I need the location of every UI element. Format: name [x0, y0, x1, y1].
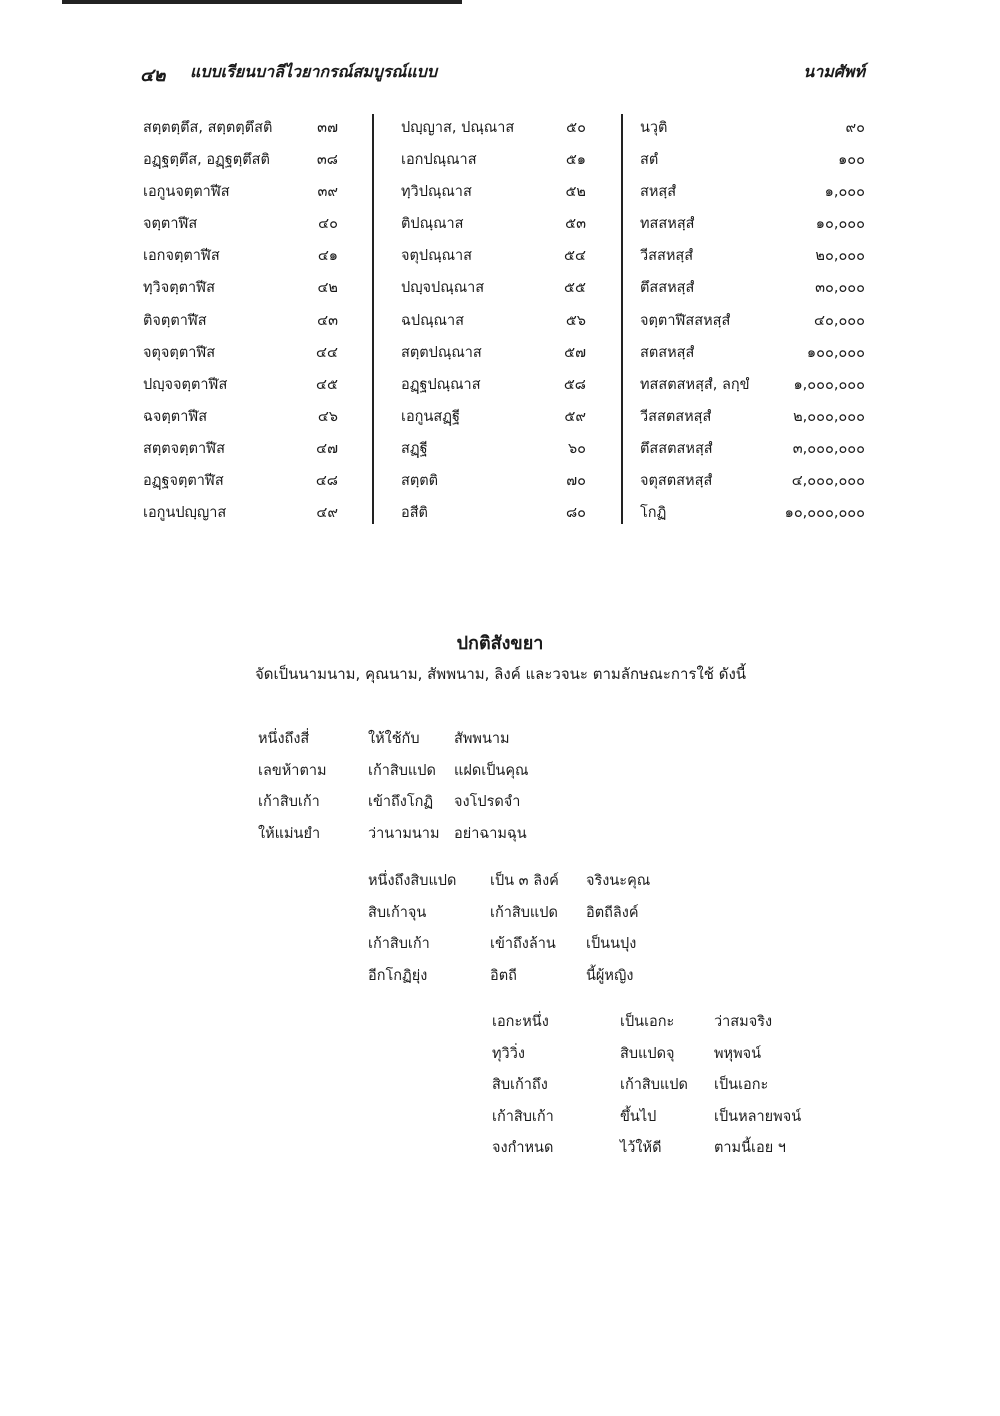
- verse-phrase: พหุพจน์: [714, 1045, 762, 1062]
- verse-phrase: หนึ่งถึงสี่: [258, 731, 310, 747]
- numeral-word: โกฏิ: [640, 505, 667, 522]
- numeral-row: [640, 112, 865, 144]
- verse-phrase: เก้าสิบแปด: [368, 762, 436, 779]
- numeral-value: ๕๕: [564, 280, 586, 297]
- numeral-value: ๔๐: [318, 216, 338, 233]
- numeral-word: ติปณฺณาส: [401, 216, 464, 233]
- numeral-value: ๔๕: [316, 376, 338, 393]
- page-number: ๔๒: [140, 65, 166, 86]
- numeral-word: เอกูนปญฺญาส: [143, 505, 227, 522]
- verse-phrase: อิตถีลิงค์: [586, 904, 639, 921]
- numeral-word: สตํ: [640, 152, 659, 169]
- numeral-word: ตึสสตสหสฺสํ: [640, 440, 713, 457]
- numeral-value: ๔๙: [316, 505, 338, 522]
- running-header: [140, 60, 865, 90]
- numeral-row: [143, 369, 338, 401]
- numeral-row: [640, 401, 865, 433]
- verse-phrase: สิบแปดจุ: [620, 1045, 675, 1062]
- section-title: ปกติสังขยา: [456, 633, 544, 654]
- numeral-value: ๒๐,๐๐๐: [815, 248, 865, 265]
- numeral-word: วีสสตสหสฺสํ: [640, 408, 712, 425]
- numeral-value: ๕๖: [565, 312, 586, 329]
- numeral-word: วีสสหสฺสํ: [640, 248, 694, 265]
- numeral-value: ๕๙: [564, 408, 586, 425]
- numeral-row: [401, 240, 586, 272]
- numeral-word: อฏฺฐปณฺณาส: [401, 376, 481, 393]
- numeral-row: [143, 497, 338, 529]
- numeral-word: สตฺตติ: [401, 473, 439, 490]
- verse-phrase: จริงนะคุณ: [586, 873, 651, 889]
- numeral-word: เอกจตฺตาฬีส: [143, 248, 220, 265]
- numeral-word: สฏฺฐี: [401, 440, 428, 457]
- numeral-row: [401, 176, 586, 208]
- numeral-value: ๗๐: [566, 473, 586, 490]
- numeral-value: ๔๑: [317, 248, 338, 265]
- verse-phrase: เก้าสิบแปด: [620, 1077, 688, 1093]
- verse-phrase: เป็นนปุง: [586, 936, 637, 952]
- numeral-row: [143, 176, 338, 208]
- verse-phrase: เป็น ๓ ลิงค์: [490, 873, 559, 889]
- numeral-word: เอกูนจตฺตาฬีส: [143, 184, 230, 201]
- numeral-value: ๔,๐๐๐,๐๐๐: [791, 473, 865, 490]
- numeral-row: [401, 144, 586, 176]
- numeral-word: จตฺตาฬีส: [143, 216, 198, 233]
- scan-edge-mark: [62, 0, 462, 4]
- verse-phrase: เลขห้าตาม: [258, 762, 327, 779]
- verse-phrase: อีกโกฏิยุ่ง: [368, 967, 428, 984]
- verse-phrase: สิบเก้าถึง: [492, 1077, 548, 1093]
- numeral-word: นวุติ: [640, 120, 668, 136]
- numeral-value: ๕๗: [564, 344, 586, 361]
- numeral-row: [143, 240, 338, 272]
- numeral-value: ๕๑: [565, 152, 586, 169]
- verse-phrase: อิตถี: [490, 967, 517, 984]
- numeral-value: ๕๒: [565, 184, 586, 201]
- verse-phrase: จงโปรดจำ: [454, 794, 521, 810]
- verse-phrase: ให้ใช้กับ: [368, 731, 420, 747]
- numeral-value: ๓๘: [316, 152, 338, 169]
- numeral-row: [401, 465, 586, 497]
- verse-phrase: เป็นเอกะ: [620, 1014, 675, 1030]
- numeral-word: ทฺวิปณฺณาส: [401, 184, 472, 201]
- numeral-value: ๑,๐๐๐: [824, 184, 865, 201]
- numeral-word: อฏฺฐตฺตึส, อฏฺฐตฺตึสติ: [143, 152, 270, 169]
- verse-phrase: หนึ่งถึงสิบแปด: [368, 873, 457, 889]
- numeral-row: [401, 305, 586, 337]
- numeral-value: ๔๘: [315, 473, 338, 490]
- numeral-row: [143, 401, 338, 433]
- numeral-column-2: [401, 112, 586, 529]
- numeral-word: สตฺตปณฺณาส: [401, 344, 482, 361]
- numeral-row: [640, 433, 865, 465]
- verse-phrase: ตามนี้เอย ฯ: [714, 1140, 786, 1156]
- numeral-row: [640, 144, 865, 176]
- numeral-row: [640, 176, 865, 208]
- numeral-value: ๓๙: [317, 184, 338, 201]
- numeral-value: ๑๐๐: [838, 152, 865, 169]
- numeral-value: ๑๐,๐๐๐: [815, 216, 865, 233]
- verse-phrase: สัพพนาม: [454, 731, 510, 747]
- numeral-row: [401, 369, 586, 401]
- numeral-word: ทสสตสหสฺสํ, ลกฺขํ: [640, 376, 750, 393]
- numeral-value: ๑๐,๐๐๐,๐๐๐: [784, 505, 865, 522]
- numeral-row: [401, 401, 586, 433]
- numeral-value: ๔๓: [317, 312, 338, 329]
- numeral-word: ตึสสหสฺสํ: [640, 280, 695, 297]
- numeral-row: [143, 144, 338, 176]
- numeral-row: [640, 369, 865, 401]
- numeral-value: ๔๐,๐๐๐: [814, 312, 865, 329]
- numeral-row: [640, 337, 865, 369]
- numeral-table: [143, 112, 865, 532]
- numeral-row: [401, 497, 586, 529]
- numeral-value: ๔๖: [317, 408, 338, 425]
- numeral-value: ๘๐: [565, 505, 586, 522]
- numeral-value: ๒,๐๐๐,๐๐๐: [793, 408, 865, 425]
- verse-phrase: นี้ผู้หญิง: [586, 967, 634, 984]
- numeral-value: ๔๒: [317, 280, 338, 297]
- verse-phrase: ว่านามนาม: [368, 825, 440, 842]
- numeral-value: ๑,๐๐๐,๐๐๐: [793, 376, 865, 393]
- numeral-word: จตุจตฺตาฬีส: [143, 344, 216, 361]
- numeral-word: เอกปณฺณาส: [401, 152, 477, 169]
- numeral-value: ๓๗: [317, 120, 338, 136]
- verse-phrase: เข้าถึงล้าน: [490, 936, 556, 952]
- verse-phrase: เป็นเอกะ: [714, 1077, 769, 1093]
- verse-phrase: เก้าสิบแปด: [490, 904, 558, 921]
- numeral-row: [401, 112, 586, 144]
- numeral-value: ๔๗: [316, 440, 338, 457]
- numeral-word: จตฺตาฬีสสหสฺสํ: [640, 312, 731, 329]
- numeral-value: ๑๐๐,๐๐๐: [806, 344, 865, 361]
- numeral-row: [401, 272, 586, 304]
- numeral-value: ๕๐: [566, 120, 586, 136]
- numeral-row: [640, 208, 865, 240]
- verse-phrase: ขึ้นไป: [620, 1108, 657, 1125]
- section-subtitle: จัดเป็นนามนาม, คุณนาม, สัพพนาม, ลิงค์ และวจนะ ตามลักษณะการใช้ ดังนี้: [255, 665, 747, 683]
- numeral-word: ปญฺจปณฺณาส: [401, 280, 485, 297]
- numeral-row: [640, 272, 865, 304]
- numeral-value: ๕๘: [563, 376, 586, 393]
- column-divider: [621, 114, 623, 524]
- numeral-row: [143, 208, 338, 240]
- verse-phrase: แฝดเป็นคุณ: [454, 762, 529, 779]
- numeral-row: [143, 272, 338, 304]
- verse-phrase: อย่าฉามฉุน: [454, 825, 527, 842]
- verse-phrase: จงกำหนด: [492, 1140, 554, 1156]
- numeral-word: จตุสตสหสฺสํ: [640, 473, 713, 490]
- numeral-value: ๕๓: [565, 216, 586, 233]
- numeral-value: ๙๐: [845, 120, 865, 136]
- verse-phrase: ว่าสมจริง: [714, 1014, 773, 1030]
- numeral-row: [143, 305, 338, 337]
- numeral-word: ฉปณฺณาส: [401, 312, 464, 329]
- numeral-word: ติจตฺตาฬีส: [143, 312, 207, 329]
- verse-phrase: สิบเก้าจุน: [368, 904, 427, 921]
- numeral-word: เอกูนสฏฺฐี: [401, 408, 460, 425]
- numeral-column-1: [143, 112, 338, 529]
- numeral-value: ๔๔: [316, 344, 338, 361]
- numeral-row: [640, 465, 865, 497]
- numeral-row: [640, 497, 865, 529]
- numeral-word: สตฺตจตฺตาฬีส: [143, 440, 225, 457]
- numeral-word: อฏฺฐจตฺตาฬีส: [143, 473, 224, 490]
- verse-phrase: ทุวิวิ่ง: [492, 1045, 525, 1062]
- numeral-row: [143, 112, 338, 144]
- numeral-word: จตุปณฺณาส: [401, 248, 473, 265]
- chapter-title: นามศัพท์: [803, 62, 865, 81]
- numeral-word: ปญฺจจตฺตาฬีส: [143, 376, 228, 393]
- numeral-word: สหสฺสํ: [640, 184, 677, 201]
- book-title: แบบเรียนบาลีไวยากรณ์สมบูรณ์แบบ: [190, 62, 437, 81]
- numeral-value: ๓,๐๐๐,๐๐๐: [792, 440, 865, 457]
- numeral-row: [401, 337, 586, 369]
- verse-phrase: เก้าสิบเก้า: [368, 936, 430, 952]
- numeral-row: [401, 208, 586, 240]
- numeral-word: ทสสหสฺสํ: [640, 216, 695, 233]
- numeral-word: สตสหสฺสํ: [640, 344, 695, 361]
- numeral-row: [143, 465, 338, 497]
- numeral-word: ทฺวิจตฺตาฬีส: [143, 280, 215, 297]
- verse-phrase: เข้าถึงโกฏิ: [368, 794, 434, 810]
- verse-phrase: เอกะหนึ่ง: [492, 1014, 549, 1030]
- numeral-word: ปญฺญาส, ปณฺณาส: [401, 120, 515, 136]
- numeral-value: ๖๐: [567, 440, 586, 457]
- column-divider: [372, 114, 374, 524]
- numeral-word: อสีติ: [401, 505, 428, 522]
- numeral-row: [143, 337, 338, 369]
- numeral-word: สตฺตตฺตึส, สตฺตตฺตึสติ: [143, 120, 273, 136]
- verse-phrase: เป็นหลายพจน์: [714, 1108, 802, 1125]
- numeral-word: ฉจตฺตาฬีส: [143, 408, 208, 425]
- numeral-row: [640, 240, 865, 272]
- numeral-value: ๕๔: [564, 248, 586, 265]
- verse-phrase: ไว้ให้ดี: [620, 1140, 662, 1156]
- numeral-column-3: [640, 112, 865, 529]
- verse-phrase: ให้แม่นยำ: [258, 825, 321, 842]
- numeral-row: [640, 305, 865, 337]
- numeral-row: [143, 433, 338, 465]
- numeral-row: [401, 433, 586, 465]
- verse-phrase: เก้าสิบเก้า: [258, 794, 320, 810]
- verse-phrase: เก้าสิบเก้า: [492, 1108, 554, 1125]
- numeral-value: ๓๐,๐๐๐: [815, 280, 865, 297]
